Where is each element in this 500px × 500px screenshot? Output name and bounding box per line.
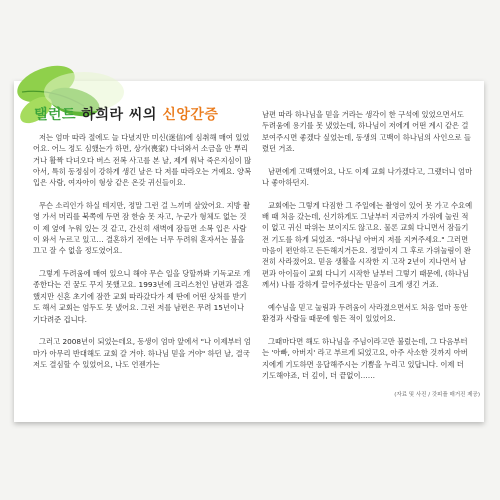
paragraph: 교회에는 그렇게 다짐한 그 주일에는 촬영이 있어 못 가고 수요예배 때 처음 갔는데, 신기하게도 그날부터 지금까지 가위에 눌린 적이 없고 귀신 따위는 보이지도 않고요. 물론 교회 다니면서 잠들기 전 기도를 하게 되었죠. "하나님 아버지 저를 지켜주세요." 그러면 마음이 편안하고 든든해지거든요. 정말이지 그 후로 가위눌림이 완전히 사라졌어요. 믿음 생활을 시작한 지 고작 2년이 지나면서 남편과 아이들이 교회 다니기 시작한 날부터 그렇기 때문에, (하나님께서) 나를 강하게 끌어주셨다는 믿음이 크게 생긴 거죠.	[262, 200, 473, 290]
paragraph: 그렇게 두려움에 매여 있으니 해야 무슨 일을 당할까봐 기독교로 개종한다는 건 꿈도 꾸지 못했고요. 1993년에 크리스천인 남편과 결혼했지만 신혼 초기에 잠깐 교회 따라갔다가 제 딴에 어떤 상처를 받기도 해서 교회는 엄두도 못 냈어요. 그런 저를 남편은 무려 15년이나 기다려준 겁니다.	[33, 269, 251, 324]
paragraph: 저는 엄마 따라 절에도 늘 다녔지만 미신(迷信)에 심취해 매여 있었어요. 어느 정도 심했는가 하면, 상가(喪家) 다녀와서 소금을 안 뿌리거나 활짝 다녀오다 버스 전복 사고를 본 날, 제게 워낙 죽은지심이 많아서, 특히 동정심이 강하게 생긴 날은 다 저를 따라오는 거예요. 양복 입은 사람, 여자아이 형상 같은 온갖 귀신들이요.	[33, 133, 252, 188]
title-honorific: 씨의	[128, 107, 157, 123]
article-title	[34, 104, 254, 124]
title-word-talent: 탤런트	[34, 107, 77, 123]
paragraph: 남편에게 고백했어요, 나도 이제 교회 나가겠다고, 그랬더니 엄마나 좋아하던지.	[262, 166, 473, 188]
photo-credit-caption: (자료 및 사진 / 갓피플 매거진 제공)	[394, 392, 480, 398]
leaf-decoration-icon	[14, 58, 124, 138]
paragraph: 그러고 2008년이 되었는데요, 동생이 엄마 앞에서 "나 이제부터 엄마가 아무리 반대해도 교회 갈 거야. 하나님 믿을 거야" 하던 날, 결국 저도 결심할 수 있었어요, 나도 언젠가는	[33, 337, 251, 369]
paragraph: 남편 따라 하나님을 믿을 거라는 생각이 한 구석에 있었으면서도 두려움에 용기를 못 냈었는데, 하나님이 저에게 어떤 계시 같은 걸 보여주시면 좋겠다 싶었는데, 동생의 고백이 하나님의 사인으로 들렸던 거죠.	[262, 110, 471, 154]
paragraph: 예수님을 믿고 눌림과 두려움이 사라졌으면서도 처음 얼마 동안 환경과 사람들 때문에 힘든 적이 있었어요.	[262, 302, 468, 324]
left-column	[33, 132, 253, 382]
title-testimony: 신앙간증	[162, 107, 219, 123]
paragraph: 무슨 소리인가 하실 테지만, 정말 그런 걸 느끼며 살았어요. 지방 촬영 가서 머리를 북쪽에 두면 잠 한숨 못 자고, 누군가 형체도 없는 것이 제 옆에 누워 있는 것 같고, 간신히 새벽에 잠들면 소복 입은 사람이 와서 누르고 있고… 결혼하기 전에는 너무 두려워 혼자서는 불을 끄고 잘 수 없을 정도였어요.	[33, 201, 251, 256]
title-name: 하희라	[81, 107, 124, 123]
right-column	[262, 109, 473, 393]
paragraph: 그때마다면 해도 하나님을 주님이라고만 불렀는데, 그 다음부터는 '아빠, 아버지' 라고 부르게 되었고요, 아주 사소한 것까지 아버지에게 기도하면 응답해주시는 기쁨을 누리고 있답니다. 이제 더 기도해야죠, 더 깊이, 더 끝없이……	[262, 336, 468, 380]
